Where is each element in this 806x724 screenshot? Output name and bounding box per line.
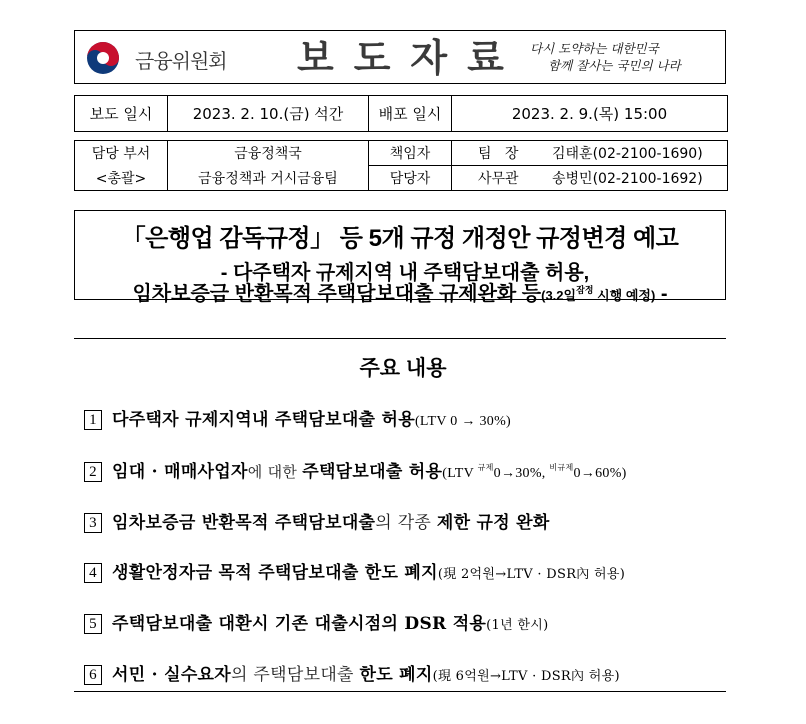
item-note: (LTV 0 → 30%) [414,414,511,429]
release-dates-table [74,95,728,132]
slogan-line-2: 함께 잘사는 국민의 나라 [548,58,681,73]
item-note: (現 2억원→LTV · DSR內 허용) [437,567,626,582]
contact-role-1: 책임자 [369,141,452,166]
item-note-a: (LTV [442,466,478,481]
item-note-b: 0→30%, [493,466,550,481]
headline-subtitle-1: - 다주택자 규제지역 내 주택담보대출 허용, [220,262,590,284]
contact-person-2 [452,166,728,191]
headline-box [74,210,726,305]
item-text-light: 에 대한 [247,463,303,481]
release-date-value: 2023. 2. 10.(금) 석간 [168,96,369,132]
department-team: 금융정책과 거시금융팀 [168,166,369,191]
item-text-b: 제한 규정 완화 [436,513,550,533]
subtitle-2-dash: - [655,283,668,305]
item-note: (1년 한시) [486,618,549,633]
summary-item-6 [84,660,620,685]
item-text: 생활안정자금 목적 주택담보대출 한도 폐지 [112,563,438,583]
summary-item-4 [84,558,625,583]
item-text-a: 서민 · 실수요자 [112,665,231,685]
organization-name: 금융위원회 [135,49,227,73]
contact-title-1: 팀 장 [478,146,519,162]
subtitle-2-sup: 잠정 [576,285,594,295]
item-note-sup-a: 규제 [477,463,494,472]
contact-table [74,140,728,191]
item-number-box: 1 [84,410,102,430]
contact-phone-2: (02-2100-1692) [592,171,703,187]
item-text-light: 의 주택담보대출 [231,665,360,685]
contact-name-2: 송병민 [552,171,593,187]
summary-item-5 [84,609,548,634]
item-number-box: 5 [84,614,102,634]
department-bureau: 금융정책국 [168,141,369,166]
department-label: 담당 부서 [75,141,168,166]
contact-name-1: 김태훈 [552,146,593,162]
summary-item-2 [84,457,627,482]
subtitle-2-paren-close: 시행 예정) [593,288,656,303]
summary-item-1 [84,405,511,430]
item-note-sup-b: 비규제 [549,463,574,472]
item-number-box: 2 [84,462,102,482]
department-label-overall: <총괄> [75,166,168,191]
government-emblem-icon [85,40,121,76]
item-text: 주택담보대출 대환시 기존 대출시점의 DSR 적용 [112,614,487,634]
item-text-b: 주택담보대출 허용 [302,462,443,482]
headline-title: 「은행업 감독규정」 등 5개 규정 개정안 규정변경 예고 [121,225,679,252]
summary-title: 주요 내용 [359,357,447,380]
press-release-title: 보도자료 [297,36,524,80]
contact-title-2: 사무관 [478,171,519,187]
release-date-label: 보도 일시 [75,96,168,132]
divider-bottom [74,691,726,692]
item-number-box: 6 [84,665,102,685]
divider-top [74,338,726,339]
headline-subtitle-2 [75,277,725,306]
item-number-box: 3 [84,513,102,533]
distribution-date-label: 배포 일시 [369,96,452,132]
summary-item-3 [84,508,550,533]
item-text-a: 임대 · 매매사업자 [112,462,248,482]
item-text-b: 한도 폐지 [359,665,433,685]
item-text-light: 의 각종 [375,513,437,533]
press-release-header [74,30,726,84]
item-note: (現 6억원→LTV · DSR內 허용) [432,669,620,684]
item-text-a: 임차보증금 반환목적 주택담보대출 [112,513,376,533]
distribution-date-value: 2023. 2. 9.(목) 15:00 [452,96,728,132]
contact-person-1 [452,141,728,166]
contact-role-2: 담당자 [369,166,452,191]
slogan-line-1: 다시 도약하는 대한민국 [530,41,659,56]
slogan [530,40,681,74]
item-note-c: 0→60%) [573,466,627,481]
item-text: 다주택자 규제지역내 주택담보대출 허용 [112,410,415,430]
item-number-box: 4 [84,563,102,583]
contact-phone-1: (02-2100-1690) [592,146,703,162]
subtitle-2-paren-open: (3.2일 [541,288,577,303]
subtitle-2-main: 임차보증금 반환목적 주택담보대출 규제완화 등 [132,283,542,305]
